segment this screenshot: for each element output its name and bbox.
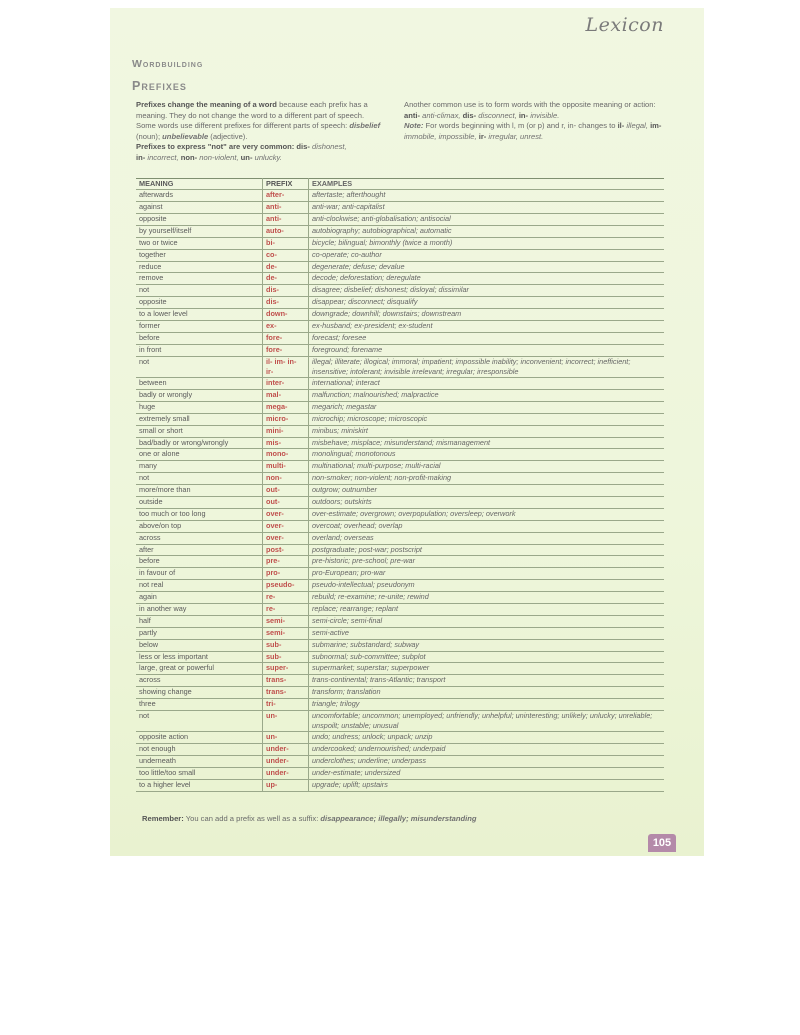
prefix-cell: trans- xyxy=(263,687,309,699)
meaning-cell: not xyxy=(136,473,263,485)
meaning-cell: above/on top xyxy=(136,520,263,532)
examples-cell: semi-active xyxy=(309,627,665,639)
prefix-cell: down- xyxy=(263,309,309,321)
prefix-table xyxy=(136,178,664,792)
meaning-cell: showing change xyxy=(136,687,263,699)
meaning-cell: before xyxy=(136,332,263,344)
meaning-cell: underneath xyxy=(136,756,263,768)
meaning-cell: badly or wrongly xyxy=(136,389,263,401)
prefix-cell: mini- xyxy=(263,425,309,437)
meaning-cell: not real xyxy=(136,580,263,592)
meaning-cell: extremely small xyxy=(136,413,263,425)
prefix-cell: dis- xyxy=(263,285,309,297)
table-row xyxy=(136,225,664,237)
prefix-cell: de- xyxy=(263,273,309,285)
prefix-cell: semi- xyxy=(263,615,309,627)
table-row xyxy=(136,297,664,309)
meaning-cell: many xyxy=(136,461,263,473)
examples-cell: outgrow; outnumber xyxy=(309,485,665,497)
column-header-examples: EXAMPLES xyxy=(309,179,665,190)
examples-cell: undo; undress; unlock; unpack; unzip xyxy=(309,732,665,744)
table-row xyxy=(136,473,664,485)
prefix-cell: re- xyxy=(263,592,309,604)
table-row xyxy=(136,321,664,333)
prefix-cell: un- xyxy=(263,732,309,744)
prefix-cell: mal- xyxy=(263,389,309,401)
prefix-cell: over- xyxy=(263,508,309,520)
table-row xyxy=(136,190,664,202)
table-row xyxy=(136,768,664,780)
examples-cell: over-estimate; overgrown; overpopulation; oversleep; overwork xyxy=(309,508,665,520)
examples-cell: pre-historic; pre-school; pre-war xyxy=(309,556,665,568)
table-row xyxy=(136,756,664,768)
examples-cell: under-estimate; undersized xyxy=(309,768,665,780)
table-row xyxy=(136,556,664,568)
examples-cell: upgrade; uplift; upstairs xyxy=(309,779,665,791)
examples-cell: subnormal; sub-committee; subplot xyxy=(309,651,665,663)
examples-cell: underclothes; underline; underpass xyxy=(309,756,665,768)
examples-cell: pseudo-intellectual; pseudonym xyxy=(309,580,665,592)
table-row xyxy=(136,485,664,497)
subsection-title: Prefixes xyxy=(132,79,187,93)
meaning-cell: between xyxy=(136,378,263,390)
examples-cell: decode; deforestation; deregulate xyxy=(309,273,665,285)
prefix-cell: micro- xyxy=(263,413,309,425)
meaning-cell: to a lower level xyxy=(136,309,263,321)
examples-cell: illegal; illiterate; illogical; immoral; impatient; impossible inability; inconvenient; incorrect; inefficient; insensitive; intolerant; invisible irrelevant; irregular; irresponsible xyxy=(309,356,665,377)
examples-cell: anti-clockwise; anti-globalisation; antisocial xyxy=(309,213,665,225)
meaning-cell: to a higher level xyxy=(136,779,263,791)
book-page xyxy=(110,8,704,856)
table-row xyxy=(136,461,664,473)
meaning-cell: huge xyxy=(136,401,263,413)
prefix-cell: post- xyxy=(263,544,309,556)
examples-cell: submarine; substandard; subway xyxy=(309,639,665,651)
meaning-cell: two or twice xyxy=(136,237,263,249)
remember-note: Remember: You can add a prefix as well as a suffix: disappearance; illegally; misunderstanding xyxy=(142,814,477,823)
examples-cell: uncomfortable; uncommon; unemployed; unfriendly; unhelpful; uninteresting; unlikely; unlucky; unreliable; unspoilt; unstable; unusual xyxy=(309,711,665,732)
prefix-cell: mega- xyxy=(263,401,309,413)
table-row xyxy=(136,237,664,249)
meaning-cell: not xyxy=(136,285,263,297)
meaning-cell: one or alone xyxy=(136,449,263,461)
prefix-cell: sub- xyxy=(263,639,309,651)
examples-cell: minibus; miniskirt xyxy=(309,425,665,437)
column-header-prefix: PREFIX xyxy=(263,179,309,190)
table-row xyxy=(136,627,664,639)
meaning-cell: partly xyxy=(136,627,263,639)
prefix-cell: over- xyxy=(263,532,309,544)
table-row xyxy=(136,425,664,437)
meaning-cell: more/more than xyxy=(136,485,263,497)
examples-cell: co-operate; co-author xyxy=(309,249,665,261)
examples-cell: triangle; trilogy xyxy=(309,699,665,711)
prefix-cell: il- im- in- ir- xyxy=(263,356,309,377)
table-row xyxy=(136,639,664,651)
table-row xyxy=(136,508,664,520)
table-row xyxy=(136,580,664,592)
section-title: Wordbuilding xyxy=(132,58,204,70)
meaning-cell: former xyxy=(136,321,263,333)
brand-heading: Lexicon xyxy=(585,14,664,36)
prefix-cell: auto- xyxy=(263,225,309,237)
prefix-cell: ex- xyxy=(263,321,309,333)
examples-cell: monolingual; monotonous xyxy=(309,449,665,461)
meaning-cell: not xyxy=(136,711,263,732)
examples-cell: postgraduate; post-war; postscript xyxy=(309,544,665,556)
meaning-cell: across xyxy=(136,532,263,544)
prefix-cell: fore- xyxy=(263,332,309,344)
meaning-cell: after xyxy=(136,544,263,556)
prefix-cell: inter- xyxy=(263,378,309,390)
prefix-cell: non- xyxy=(263,473,309,485)
meaning-cell: not xyxy=(136,356,263,377)
table-row xyxy=(136,332,664,344)
meaning-cell: small or short xyxy=(136,425,263,437)
table-row xyxy=(136,285,664,297)
meaning-cell: three xyxy=(136,699,263,711)
examples-cell: megarich; megastar xyxy=(309,401,665,413)
prefix-cell: over- xyxy=(263,520,309,532)
meaning-cell: not enough xyxy=(136,744,263,756)
prefix-cell: tri- xyxy=(263,699,309,711)
table-row xyxy=(136,378,664,390)
examples-cell: transform; translation xyxy=(309,687,665,699)
meaning-cell: in front xyxy=(136,344,263,356)
prefix-cell: co- xyxy=(263,249,309,261)
table-row xyxy=(136,449,664,461)
table-row xyxy=(136,615,664,627)
meaning-cell: remove xyxy=(136,273,263,285)
examples-cell: replace; rearrange; replant xyxy=(309,604,665,616)
table-row xyxy=(136,604,664,616)
examples-cell: multinational; multi-purpose; multi-racial xyxy=(309,461,665,473)
examples-cell: undercooked; undernourished; underpaid xyxy=(309,744,665,756)
examples-cell: microchip; microscope; microscopic xyxy=(309,413,665,425)
table-row xyxy=(136,213,664,225)
table-row xyxy=(136,496,664,508)
table-row xyxy=(136,699,664,711)
meaning-cell: below xyxy=(136,639,263,651)
table-row xyxy=(136,273,664,285)
prefix-cell: multi- xyxy=(263,461,309,473)
prefix-cell: after- xyxy=(263,190,309,202)
table-row xyxy=(136,532,664,544)
prefix-cell: de- xyxy=(263,261,309,273)
prefix-cell: super- xyxy=(263,663,309,675)
prefix-cell: pro- xyxy=(263,568,309,580)
examples-cell: misbehave; misplace; misunderstand; mismanagement xyxy=(309,437,665,449)
table-row xyxy=(136,687,664,699)
table-row xyxy=(136,568,664,580)
table-row xyxy=(136,744,664,756)
table-body xyxy=(136,190,664,792)
table-row xyxy=(136,344,664,356)
table-row xyxy=(136,592,664,604)
examples-cell: foreground; forename xyxy=(309,344,665,356)
prefix-cell: mis- xyxy=(263,437,309,449)
meaning-cell: large, great or powerful xyxy=(136,663,263,675)
meaning-cell: opposite xyxy=(136,213,263,225)
examples-cell: ex-husband; ex-president; ex-student xyxy=(309,321,665,333)
meaning-cell: before xyxy=(136,556,263,568)
examples-cell: outdoors; outskirts xyxy=(309,496,665,508)
table-row xyxy=(136,663,664,675)
prefix-cell: under- xyxy=(263,768,309,780)
examples-cell: pro-European; pro-war xyxy=(309,568,665,580)
table-row xyxy=(136,675,664,687)
examples-cell: international; interact xyxy=(309,378,665,390)
examples-cell: rebuild; re-examine; re-unite; rewind xyxy=(309,592,665,604)
table-row xyxy=(136,732,664,744)
prefix-cell: pseudo- xyxy=(263,580,309,592)
prefix-cell: trans- xyxy=(263,675,309,687)
examples-cell: overland; overseas xyxy=(309,532,665,544)
column-header-meaning: MEANING xyxy=(136,179,263,190)
examples-cell: semi-circle; semi-final xyxy=(309,615,665,627)
examples-cell: degenerate; defuse; devalue xyxy=(309,261,665,273)
examples-cell: overcoat; overhead; overlap xyxy=(309,520,665,532)
prefix-cell: up- xyxy=(263,779,309,791)
meaning-cell: together xyxy=(136,249,263,261)
prefix-cell: mono- xyxy=(263,449,309,461)
table-row xyxy=(136,401,664,413)
meaning-cell: against xyxy=(136,202,263,214)
meaning-cell: too much or too long xyxy=(136,508,263,520)
meaning-cell: across xyxy=(136,675,263,687)
meaning-cell: reduce xyxy=(136,261,263,273)
examples-cell: malfunction; malnourished; malpractice xyxy=(309,389,665,401)
table-row xyxy=(136,413,664,425)
table-row xyxy=(136,544,664,556)
intro-right-paragraph: Another common use is to form words with the opposite meaning or action: anti- anti-climax, dis- disconnect, in- invisible. Note: For words beginning with l, m (or p) and r, in- changes to il- illegal, im- immobile, impossible, ir- irregular, unrest. xyxy=(404,100,662,141)
table-row xyxy=(136,389,664,401)
examples-cell: non-smoker; non-violent; non-profit-making xyxy=(309,473,665,485)
examples-cell: autobiography; autobiographical; automatic xyxy=(309,225,665,237)
prefix-cell: un- xyxy=(263,711,309,732)
prefix-cell: anti- xyxy=(263,202,309,214)
table-row xyxy=(136,202,664,214)
meaning-cell: by yourself/itself xyxy=(136,225,263,237)
meaning-cell: in another way xyxy=(136,604,263,616)
table-row xyxy=(136,437,664,449)
prefix-cell: pre- xyxy=(263,556,309,568)
examples-cell: aftertaste; afterthought xyxy=(309,190,665,202)
prefix-cell: out- xyxy=(263,485,309,497)
meaning-cell: afterwards xyxy=(136,190,263,202)
table-row xyxy=(136,651,664,663)
meaning-cell: half xyxy=(136,615,263,627)
meaning-cell: bad/badly or wrong/wrongly xyxy=(136,437,263,449)
prefix-cell: anti- xyxy=(263,213,309,225)
prefix-cell: out- xyxy=(263,496,309,508)
intro-left-paragraph: Prefixes change the meaning of a word because each prefix has a meaning. They do not change the word to a different part of speech. Some words use different prefixes for different parts of speech: disbelief (noun); unbelievable (adjective). Prefixes to express "not" are very common: dis- dishonest, in- incorrect, non- non-violent, un- unlucky. xyxy=(136,100,381,162)
table-row xyxy=(136,711,664,732)
prefix-cell: re- xyxy=(263,604,309,616)
examples-cell: forecast; foresee xyxy=(309,332,665,344)
meaning-cell: opposite xyxy=(136,297,263,309)
prefix-cell: under- xyxy=(263,744,309,756)
prefix-cell: sub- xyxy=(263,651,309,663)
examples-cell: downgrade; downhill; downstairs; downstream xyxy=(309,309,665,321)
meaning-cell: too little/too small xyxy=(136,768,263,780)
meaning-cell: less or less important xyxy=(136,651,263,663)
examples-cell: trans-continental; trans-Atlantic; transport xyxy=(309,675,665,687)
page-number: 105 xyxy=(648,834,676,852)
table-row xyxy=(136,356,664,377)
meaning-cell: again xyxy=(136,592,263,604)
examples-cell: supermarket; superstar; superpower xyxy=(309,663,665,675)
table-row xyxy=(136,520,664,532)
examples-cell: anti-war; anti-capitalist xyxy=(309,202,665,214)
prefix-cell: bi- xyxy=(263,237,309,249)
examples-cell: disappear; disconnect; disqualify xyxy=(309,297,665,309)
table-row xyxy=(136,309,664,321)
table-row xyxy=(136,261,664,273)
prefix-cell: dis- xyxy=(263,297,309,309)
prefix-cell: fore- xyxy=(263,344,309,356)
prefix-cell: under- xyxy=(263,756,309,768)
meaning-cell: opposite action xyxy=(136,732,263,744)
meaning-cell: in favour of xyxy=(136,568,263,580)
examples-cell: bicycle; bilingual; bimonthly (twice a month) xyxy=(309,237,665,249)
table-row xyxy=(136,779,664,791)
prefix-cell: semi- xyxy=(263,627,309,639)
examples-cell: disagree; disbelief; dishonest; disloyal; dissimilar xyxy=(309,285,665,297)
table-header-row xyxy=(136,179,664,190)
meaning-cell: outside xyxy=(136,496,263,508)
table-row xyxy=(136,249,664,261)
